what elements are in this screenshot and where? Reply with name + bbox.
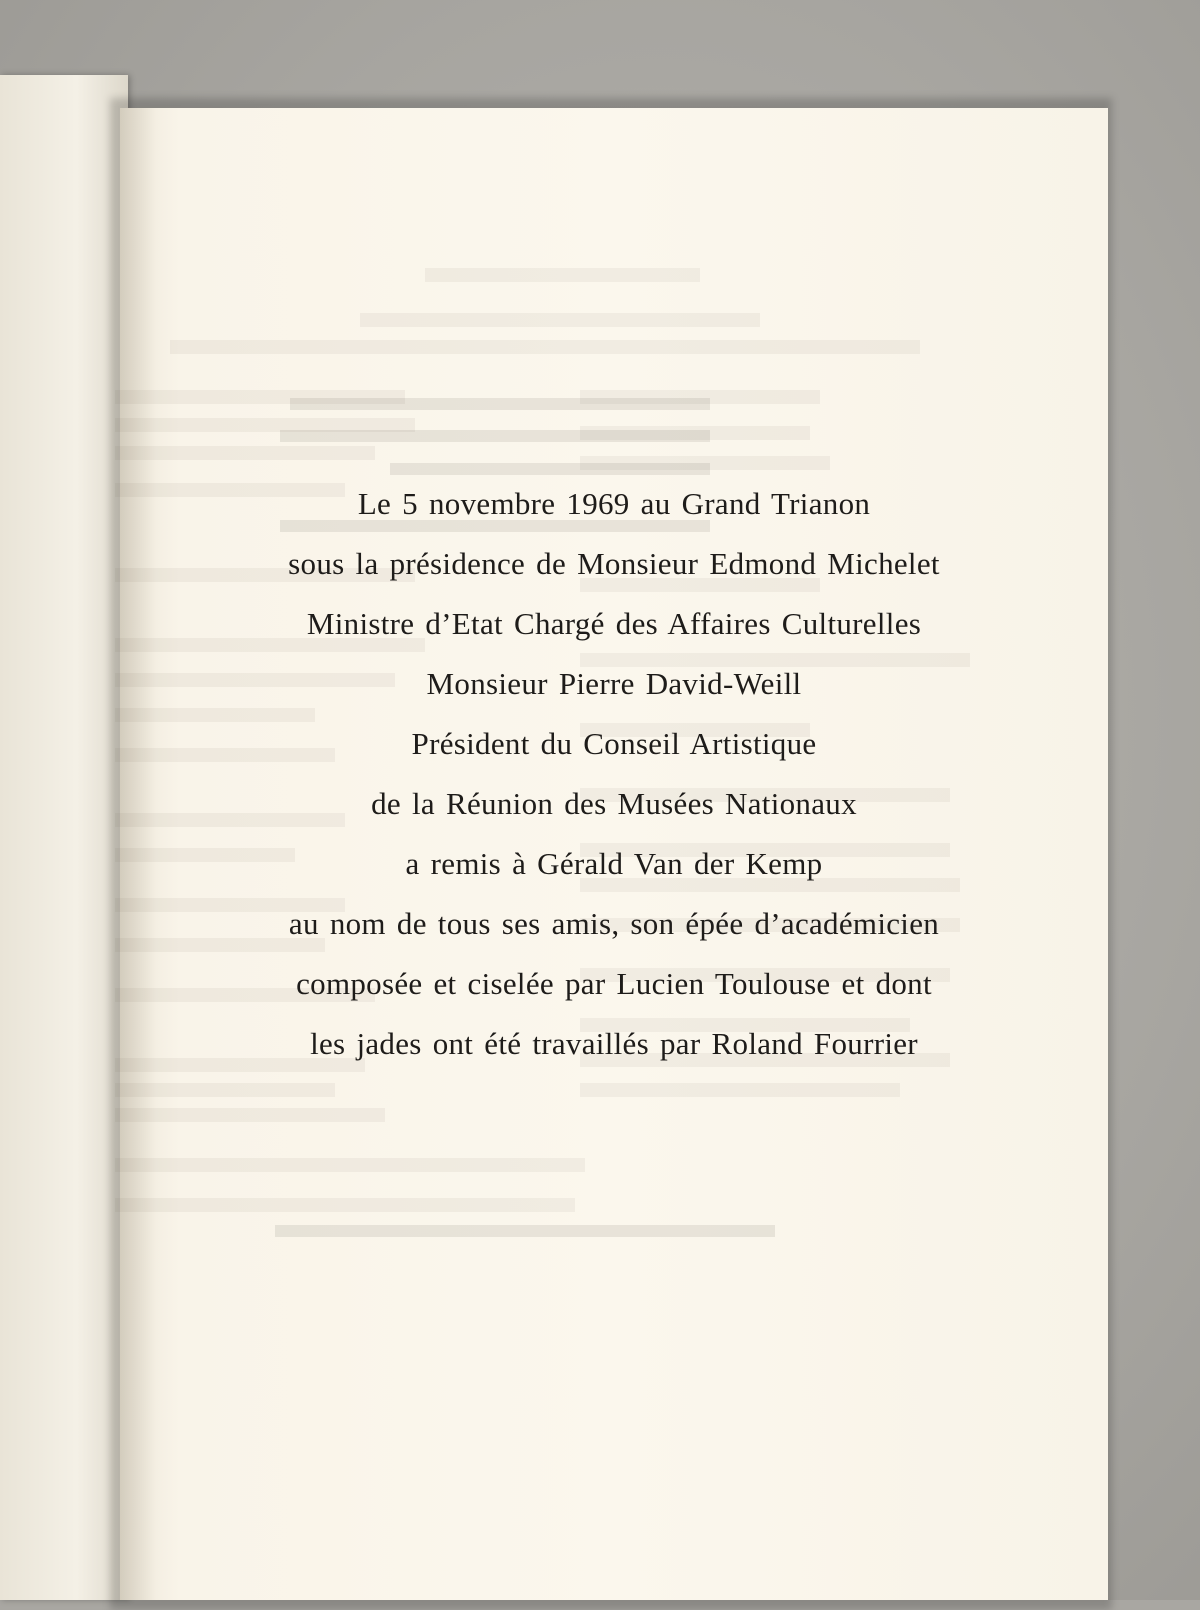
dedication-line: de la Réunion des Musées Nationaux (371, 786, 857, 821)
dedication-line: composée et ciselée par Lucien Toulouse et dont (296, 966, 932, 1001)
dedication-line: Monsieur Pierre David-Weill (426, 666, 802, 701)
dedication-line: sous la présidence de Monsieur Edmond Michelet (288, 546, 940, 581)
book-page (120, 108, 1108, 1600)
dedication-line: a remis à Gérald Van der Kemp (405, 846, 823, 881)
dedication-line: Le 5 novembre 1969 au Grand Trianon (357, 486, 871, 521)
left-page-edge (0, 75, 128, 1600)
dedication-line: les jades ont été travaillés par Roland Fourrier (310, 1026, 918, 1061)
dedication-text (120, 474, 1108, 1074)
dedication-line: Président du Conseil Artistique (411, 726, 817, 761)
dedication-line: au nom de tous ses amis, son épée d’académicien (288, 906, 940, 941)
dedication-line: Ministre d’Etat Chargé des Affaires Culturelles (306, 606, 922, 641)
